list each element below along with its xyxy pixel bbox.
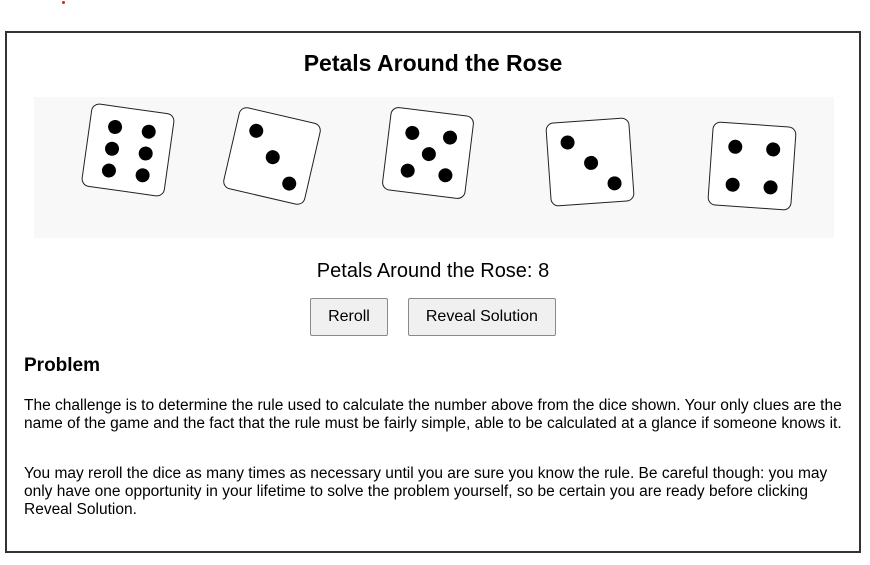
problem-paragraph-1: The challenge is to determine the rule used to calculate the number above from the dice shown. Your only clues are the name of the game and the fact that the rule must be fairly simple, able to be calculated at a glance if someone knows it. xyxy=(24,397,842,432)
die-3-pip xyxy=(400,163,416,179)
button-row xyxy=(7,298,859,336)
die-1-pip xyxy=(101,162,117,178)
die-3 xyxy=(381,106,475,200)
cursor-marker xyxy=(62,1,65,4)
die-3-pip xyxy=(443,129,459,145)
die-4 xyxy=(545,117,635,207)
die-1-pip xyxy=(135,167,151,183)
die-5-pip xyxy=(763,180,778,195)
result-value: 8 xyxy=(538,260,550,282)
game-container xyxy=(5,31,861,553)
die-3-pip xyxy=(438,168,454,184)
reroll-button[interactable]: Reroll xyxy=(310,298,388,336)
die-4-pip xyxy=(560,135,575,150)
reveal-solution-button[interactable]: Reveal Solution xyxy=(408,298,556,336)
die-1-pip xyxy=(138,146,154,162)
die-2-pip xyxy=(264,149,281,166)
problem-heading: Problem xyxy=(24,355,101,376)
die-1-pip xyxy=(141,124,157,140)
die-5 xyxy=(707,121,797,211)
die-3-pip xyxy=(404,125,420,141)
die-4-pip xyxy=(607,176,622,191)
die-5-pip xyxy=(728,139,743,154)
die-5-pip xyxy=(725,178,740,193)
die-2-pip xyxy=(248,123,265,140)
die-1-pip xyxy=(107,119,123,135)
die-3-pip xyxy=(421,146,437,162)
die-1 xyxy=(81,103,176,198)
die-5-pip xyxy=(766,142,781,157)
die-2 xyxy=(222,106,323,207)
result-line xyxy=(7,260,859,283)
dice-tray xyxy=(34,97,834,238)
die-1-pip xyxy=(104,141,120,157)
die-2-pip xyxy=(281,175,298,192)
problem-paragraph-2: You may reroll the dice as many times as necessary until you are sure you know the rule. Be careful though: you may only have one opportunity in your lifetime to solve the problem yourself, so be certain you are ready before clicking Reveal Solution. xyxy=(24,465,828,518)
die-4-pip xyxy=(584,155,599,170)
result-label: Petals Around the Rose: xyxy=(316,260,533,282)
game-title: Petals Around the Rose xyxy=(303,50,563,76)
